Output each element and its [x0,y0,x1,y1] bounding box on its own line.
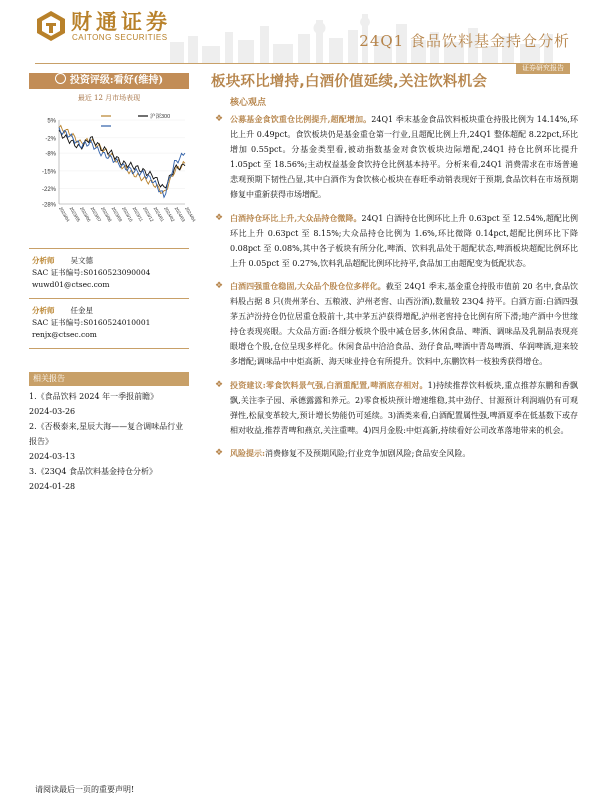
analyst-label: 分析师 [32,256,55,265]
x-tick-label: 2024/04 [184,206,197,223]
key-point-paragraph [211,446,578,461]
related-report-date: 2024-01-28 [29,482,76,491]
key-point-body: 1)持续推荐饮料板块,重点推荐东鹏和香飘飘,关注李子园、承德露露和养元。2)零食板块预计增速维稳,其中劲仔、甘源预计利润端仍有可观弹性,松鼠变革较大,预计增长势能仍可延续。3)酒类来看,白酒配置属性强,啤酒夏季在低基数下或存相对收益,推荐青啤和燕京,关注重啤。4)四月金股:中炬高新,持续看好公司改革落地带来的机会。 [230,380,578,435]
x-tick-label: 2023/09 [110,206,124,223]
key-point-body: 消费修复不及预期风险;行业竞争加剧风险;食品安全风险。 [264,448,471,458]
related-report-date: 2024-03-26 [29,407,76,416]
key-point-heading: 白酒四强重仓稳固,大众品个股仓位多样化。 [230,280,386,291]
analyst-label: 分析师 [32,306,55,315]
related-report-title: 2.《否极泰来,星辰大海——复合调味品行业报告》 [29,422,184,446]
key-point-heading: 公募基金食饮重仓比例提升,超配增加。 [230,114,372,124]
related-report-title: 3.《23Q4 食品饮料基金持仓分析》 [29,467,158,476]
key-point-paragraph [211,279,578,370]
analyst-email[interactable]: wuwd01@ctsec.com [32,280,110,289]
analyst-card [29,299,189,349]
key-point-body: 截至 24Q1 季末,基金重仓持股市值前 20 名中,食品饮料股占据 8 只(贵州茅台、五粮液、泸州老窖、山西汾酒),数量较 23Q4 持平。白酒方面:白酒四强茅五泸汾持仓仍位居重仓股前十,其中茅五泸获得增配,泸州老窖持仓比例有所下滑;地产酒中今世缘持仓表现亮眼。大众品方面:各细分板块个股中减仓居多,休闲食品、啤酒、调味品及乳制品表现亮眼增仓个股,仓位呈现多样化。休闲食品中洽洽食品、劲仔食品,啤酒中青岛啤酒、华润啤酒,迎来较多增配;调味品中中炬高新、海天味业持仓有所提升。饮料中,东鹏饮料一枝独秀获得增仓。 [230,281,578,367]
y-tick-label: -15% [41,169,56,176]
y-tick-label: -2% [45,136,56,143]
analyst-name-row [32,305,186,317]
related-report-item[interactable] [29,419,189,464]
series-line [59,126,185,194]
related-report-item[interactable] [29,464,189,494]
sidebar [29,73,197,494]
diamond-bullet-icon: ❖ [215,280,224,291]
x-tick-label: 2023/12 [142,206,155,223]
key-point-body: 24Q1 季末基金食品饮料板块重仓持股比例为 14.14%,环比上升 0.49pct。食饮板块仍是基金重仓第一行业,且超配比例上升,24Q1 整体超配 8.22pct,环比增加 0.55pct。分基金类型看,被动指数基金对食饮板块边际增配,24Q1 持仓比例环比提升 1.05pct 至 18.56%;主动权益基金食饮持仓比例基本持平。分析来看,24Q1 消费需求在市场普遍悲观预期下韧性凸显,其中白酒作为食饮核心板块在春旺季动销表现好于预期,食品饮料在市场预期修复中重新获得市场增配。 [230,115,578,200]
headline: 板块环比增持,白酒价值延续,关注饮料机会 [211,74,488,90]
investment-rating [29,73,189,89]
analyst-name: 吴文德 [70,256,93,265]
x-tick-label: 2023/06 [79,206,92,223]
diamond-bullet-icon: ❖ [215,379,224,390]
report-title: 24Q1 食品饮料基金持仓分析 [359,32,570,50]
key-point-heading: 风险提示: [230,447,265,458]
key-point-heading: 投资建议:零食饮料景气强,白酒重配置,啤酒底存相对。 [230,379,428,390]
logo-mark-icon [35,10,67,42]
x-tick-label: 2023/10 [121,206,134,223]
key-point-paragraph [211,211,578,271]
analyst-name-row [32,255,186,267]
analyst-email[interactable]: renjx@ctsec.com [32,330,97,339]
diamond-bullet-icon: ❖ [215,447,224,458]
x-tick-label: 2023/11 [131,206,144,223]
x-tick-label: 2024/03 [173,206,187,223]
x-tick-label: 2023/04 [58,206,71,223]
logo-cn-text: 财通证券 [71,9,171,34]
rating-text: 投资评级:看好(维持) [69,75,164,86]
x-tick-label: 2023/05 [68,206,82,223]
key-point-paragraph [211,112,578,203]
y-tick-label: -28% [41,202,56,209]
diamond-bullet-icon: ❖ [215,212,224,223]
y-tick-label: 5% [47,118,56,125]
market-performance-chart-svg [29,108,197,248]
x-tick-label: 2023/08 [100,206,113,223]
main-content [211,73,578,461]
x-tick-label: 2024/01 [152,206,166,223]
page-header [0,0,600,70]
analyst-card [29,249,189,299]
series-line [59,130,185,188]
related-report-title: 1.《食品饮料 2024 年一季报前瞻》 [29,392,159,401]
analyst-sac: SAC 证书编号:S0160524010001 [32,318,151,327]
key-point-paragraph [211,378,578,438]
section-subtitle: 核心观点 [230,98,267,108]
y-tick-label: -8% [45,151,56,158]
report-type-tag: 证券研究报告 [516,63,570,74]
related-reports-list [29,386,189,494]
footer-disclaimer: 请阅读最后一页的重要声明! [35,785,135,794]
analyst-sac: SAC 证书编号:S0160523090004 [32,268,151,277]
header-divider [35,63,570,64]
market-performance-title: 最近 12 月市场表现 [77,94,141,102]
key-point-heading: 白酒持仓环比上升,大众品持仓微降。 [230,212,362,223]
related-reports-title: 相关报告 [29,372,189,386]
related-report-item[interactable] [29,389,189,419]
x-tick-label: 2023/07 [89,206,103,223]
diamond-bullet-icon: ❖ [215,114,224,124]
key-point-body: 24Q1 白酒持仓比例环比上升 0.63pct 至 12.54%,超配比例环比上升 0.63pct 至 8.15%;大众品持仓比例为 1.6%,环比微降 0.14pct,超配比例环比下降 0.08pct 至 0.08%,其中各子板块有所分化,啤酒、饮料乳品处于超配状态,啤酒板块超配比例环比上升 0.05pct 至 0.27%,饮料乳品超配比例环比持平,食品加工由超配变为低配状态。 [230,213,578,268]
y-tick-label: -22% [41,187,56,194]
legend-label: 沪深300 [150,114,171,120]
logo-en-text: CAITONG SECURITIES [72,32,168,42]
x-tick-label: 2024/02 [163,206,176,223]
related-report-date: 2024-03-13 [29,452,76,461]
market-performance-chart [29,108,197,249]
analyst-name: 任金星 [70,306,93,315]
rating-icon [55,73,66,84]
